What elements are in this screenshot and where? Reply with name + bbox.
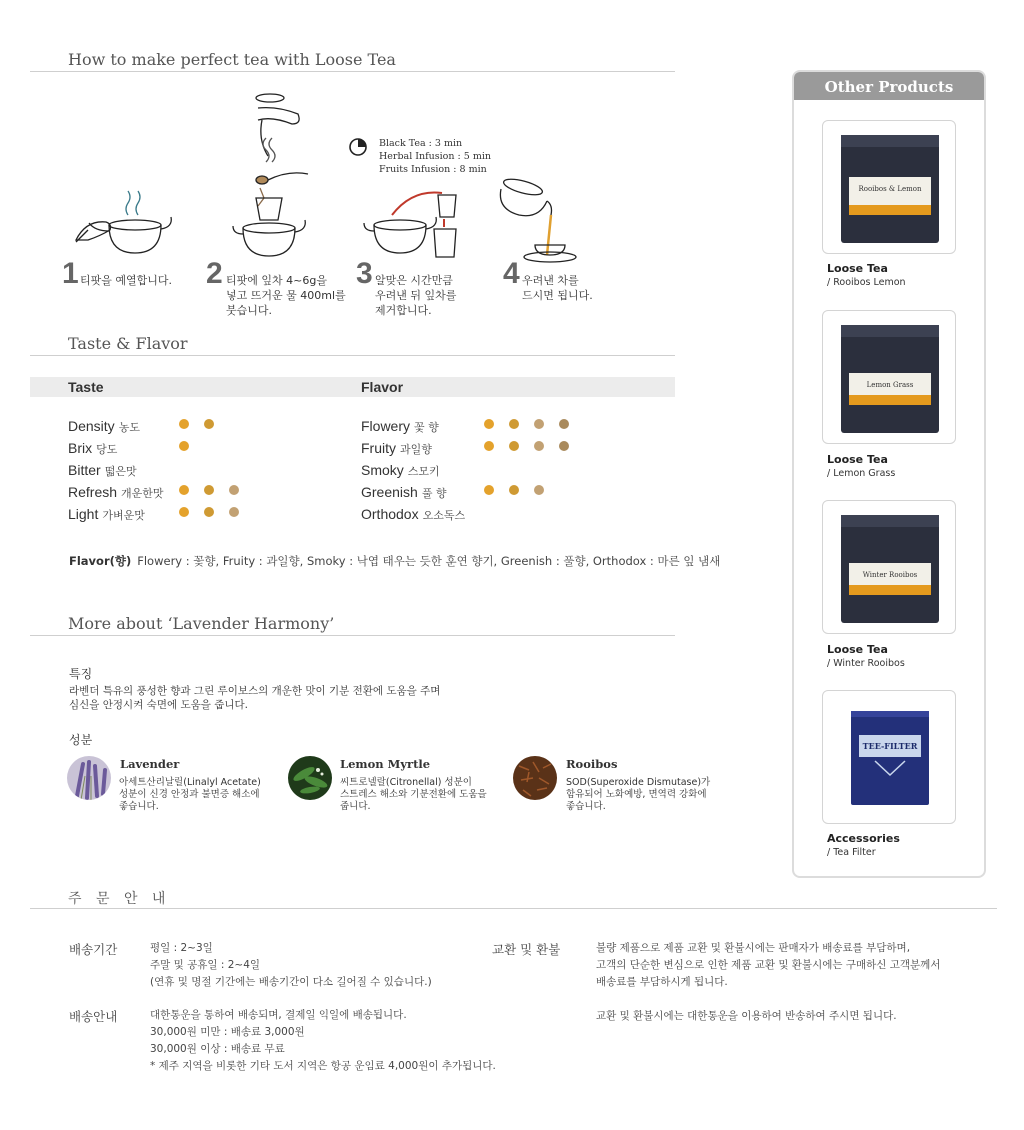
flavor-row-flowery: Flowery 꽃 향 xyxy=(361,418,439,434)
ingredient-desc-rooibos-2: 함유되어 노화예방, 면역력 강화에 xyxy=(566,789,707,800)
timer-icon xyxy=(348,137,368,157)
flavor-level-dot xyxy=(559,441,569,451)
ingredient-desc-lemon-myrtle-1: 씨트로넬랄(Citronellal) 성분이 xyxy=(340,777,472,788)
flavor-level-dot xyxy=(534,485,544,495)
flavor-level-dot xyxy=(484,441,494,451)
ingredients-label: 성분 xyxy=(69,733,93,747)
step-text-4-line2: 드시면 됩니다. xyxy=(522,289,593,302)
shipping-period-line-3: (연휴 및 명절 기간에는 배송기간이 다소 길어질 수 있습니다.) xyxy=(150,976,432,988)
step-text-3-line1: 알맞은 시간만큼 xyxy=(375,274,453,287)
feature-label: 특징 xyxy=(69,667,93,681)
flavor-level-dot xyxy=(484,419,494,429)
step-number-4: 4 xyxy=(503,257,520,290)
taste-flavor-divider xyxy=(30,355,675,356)
how-to-title: How to make perfect tea with Loose Tea xyxy=(68,50,396,69)
ingredient-name-lavender: Lavender xyxy=(120,757,180,771)
step-text-4-line1: 우려낸 차를 xyxy=(522,274,579,287)
product-name-1[interactable]: / Rooibos Lemon xyxy=(827,277,906,288)
feature-line-1: 라벤더 특유의 풍성한 향과 그린 루이보스의 개운한 맛이 기분 전환에 도움을 주며 xyxy=(69,685,441,697)
other-products-sidebar xyxy=(792,70,986,878)
more-about-divider xyxy=(30,635,675,636)
step-text-2-line1: 티팟에 잎차 4~6g을 xyxy=(226,274,327,287)
tea-leaves-illustration xyxy=(232,88,312,263)
product-name-2[interactable]: / Lemon Grass xyxy=(827,468,896,479)
product-lemon-grass-thumb[interactable] xyxy=(822,310,956,444)
step-text-3-line2: 우려낸 뒤 잎차를 xyxy=(375,289,457,302)
steep-time-herbal: Herbal Infusion : 5 min xyxy=(379,151,491,162)
feature-line-2: 심신을 안정시켜 숙면에 도움을 줍니다. xyxy=(69,699,248,711)
ingredient-name-rooibos: Rooibos xyxy=(566,757,618,771)
step-number-2: 2 xyxy=(206,257,223,290)
flavor-header: Flavor xyxy=(361,379,404,395)
taste-level-dot xyxy=(229,507,239,517)
shipping-info-label: 배송안내 xyxy=(69,1009,118,1024)
flavor-level-dot xyxy=(509,441,519,451)
product-category-4[interactable]: Accessories xyxy=(827,832,900,845)
taste-header: Taste xyxy=(68,379,104,395)
product-tea-filter-thumb[interactable] xyxy=(822,690,956,824)
shipping-info-line-3: 30,000원 이상 : 배송료 무료 xyxy=(150,1043,285,1055)
exchange-line-2: 고객의 단순한 변심으로 인한 제품 교환 및 환불시에는 구매하신 고객분께서 xyxy=(596,959,941,971)
exchange-refund-label: 교환 및 환불 xyxy=(492,942,561,957)
exchange-note: 교환 및 환불시에는 대한통운을 이용하여 반송하여 주시면 됩니다. xyxy=(596,1010,897,1022)
taste-row-light: Light 가벼운맛 xyxy=(68,506,145,522)
taste-level-dot xyxy=(204,507,214,517)
shipping-period-line-2: 주말 및 공휴일 : 2~4일 xyxy=(150,959,261,971)
flavor-level-dot xyxy=(534,419,544,429)
shipping-period-label: 배송기간 xyxy=(69,942,118,957)
more-about-title: More about ‘Lavender Harmony’ xyxy=(68,614,335,633)
taste-row-bitter: Bitter 떫은맛 xyxy=(68,462,137,478)
ingredient-desc-rooibos-3: 좋습니다. xyxy=(566,801,606,812)
step-text-2-line2: 넣고 뜨거운 물 400ml를 xyxy=(226,289,346,302)
ingredient-desc-lemon-myrtle-3: 줍니다. xyxy=(340,801,371,812)
flavor-note: Flavor(향) Flowery : 꽃향, Fruity : 과일향, Smoky : 낙엽 태우는 듯한 훈연 향기, Greenish : 풀향, Orthodox : 마른 잎 냄새 xyxy=(69,554,721,568)
product-winter-rooibos-thumb[interactable] xyxy=(822,500,956,634)
step-number-3: 3 xyxy=(356,257,373,290)
shipping-period-line-1: 평일 : 2~3일 xyxy=(150,942,213,954)
product-label-2: Lemon Grass xyxy=(866,381,914,389)
taste-row-density: Density 농도 xyxy=(68,418,140,434)
step-text-1: 티팟을 예열합니다. xyxy=(80,274,173,287)
other-products-title: Other Products xyxy=(794,72,984,100)
lemon-myrtle-image xyxy=(288,756,332,800)
exchange-line-1: 불량 제품으로 제품 교환 및 환불시에는 판매자가 배송료를 부담하며, xyxy=(596,942,911,954)
ingredient-desc-lavender-2: 성분이 신경 안정과 불면증 해소에 xyxy=(119,789,260,800)
order-info-divider xyxy=(30,908,997,909)
order-info-title: 주 문 안 내 xyxy=(68,891,171,907)
taste-level-dot xyxy=(204,485,214,495)
ingredient-desc-rooibos-1: SOD(Superoxide Dismutase)가 xyxy=(566,777,711,788)
taste-row-refresh: Refresh 개운한맛 xyxy=(68,484,164,500)
product-name-3[interactable]: / Winter Rooibos xyxy=(827,658,905,669)
product-category-2[interactable]: Loose Tea xyxy=(827,453,888,466)
product-category-1[interactable]: Loose Tea xyxy=(827,262,888,275)
shipping-info-line-1: 대한통운을 통하여 배송되며, 결제일 익일에 배송됩니다. xyxy=(150,1009,407,1021)
shipping-info-line-4: * 제주 지역을 비롯한 기타 도서 지역은 항공 운임료 4,000원이 추가됩니다. xyxy=(150,1060,496,1072)
flavor-level-dot xyxy=(534,441,544,451)
rooibos-image xyxy=(513,756,557,800)
product-rooibos-lemon-thumb[interactable] xyxy=(822,120,956,254)
taste-level-dot xyxy=(179,507,189,517)
ingredient-desc-lavender-3: 좋습니다. xyxy=(119,801,159,812)
lavender-image xyxy=(67,756,111,800)
taste-level-dot xyxy=(204,419,214,429)
product-category-3[interactable]: Loose Tea xyxy=(827,643,888,656)
taste-level-dot xyxy=(229,485,239,495)
flavor-row-greenish: Greenish 풀 향 xyxy=(361,484,447,500)
product-label-4: TEE-FILTER xyxy=(862,741,918,751)
taste-level-dot xyxy=(179,441,189,451)
step-text-2-line3: 붓습니다. xyxy=(226,304,273,317)
product-name-4[interactable]: / Tea Filter xyxy=(827,847,876,858)
flavor-row-smoky: Smoky 스모키 xyxy=(361,462,440,478)
shipping-info-line-2: 30,000원 미만 : 배송료 3,000원 xyxy=(150,1026,305,1038)
flavor-level-dot xyxy=(484,485,494,495)
taste-flavor-header-bar xyxy=(30,377,675,397)
step-text-3-line3: 제거합니다. xyxy=(375,304,432,317)
product-label-3: Winter Rooibos xyxy=(862,571,918,579)
exchange-line-3: 배송료를 부담하시게 됩니다. xyxy=(596,976,728,988)
taste-level-dot xyxy=(179,485,189,495)
flavor-level-dot xyxy=(509,419,519,429)
taste-flavor-title: Taste & Flavor xyxy=(68,334,188,353)
teapot-preheat-illustration xyxy=(68,185,173,260)
step-number-1: 1 xyxy=(62,257,79,290)
product-label-1: Rooibos & Lemon xyxy=(858,185,922,193)
taste-row-brix: Brix 당도 xyxy=(68,440,118,456)
flavor-level-dot xyxy=(559,419,569,429)
how-to-divider xyxy=(30,71,675,72)
steep-time-fruits: Fruits Infusion : 8 min xyxy=(379,164,487,175)
ingredient-name-lemon-myrtle: Lemon Myrtle xyxy=(340,757,431,771)
flavor-row-orthodox: Orthodox 오소독스 xyxy=(361,506,466,522)
flavor-row-fruity: Fruity 과일향 xyxy=(361,440,432,456)
pour-tea-illustration xyxy=(495,175,590,265)
taste-level-dot xyxy=(179,419,189,429)
ingredient-desc-lemon-myrtle-2: 스트레스 해소와 기분전환에 도움을 xyxy=(340,789,487,800)
steep-time-black: Black Tea : 3 min xyxy=(379,138,463,149)
ingredient-desc-lavender-1: 아세트산리날릴(Linalyl Acetate) xyxy=(119,777,261,788)
remove-leaves-illustration xyxy=(362,185,467,265)
flavor-level-dot xyxy=(509,485,519,495)
